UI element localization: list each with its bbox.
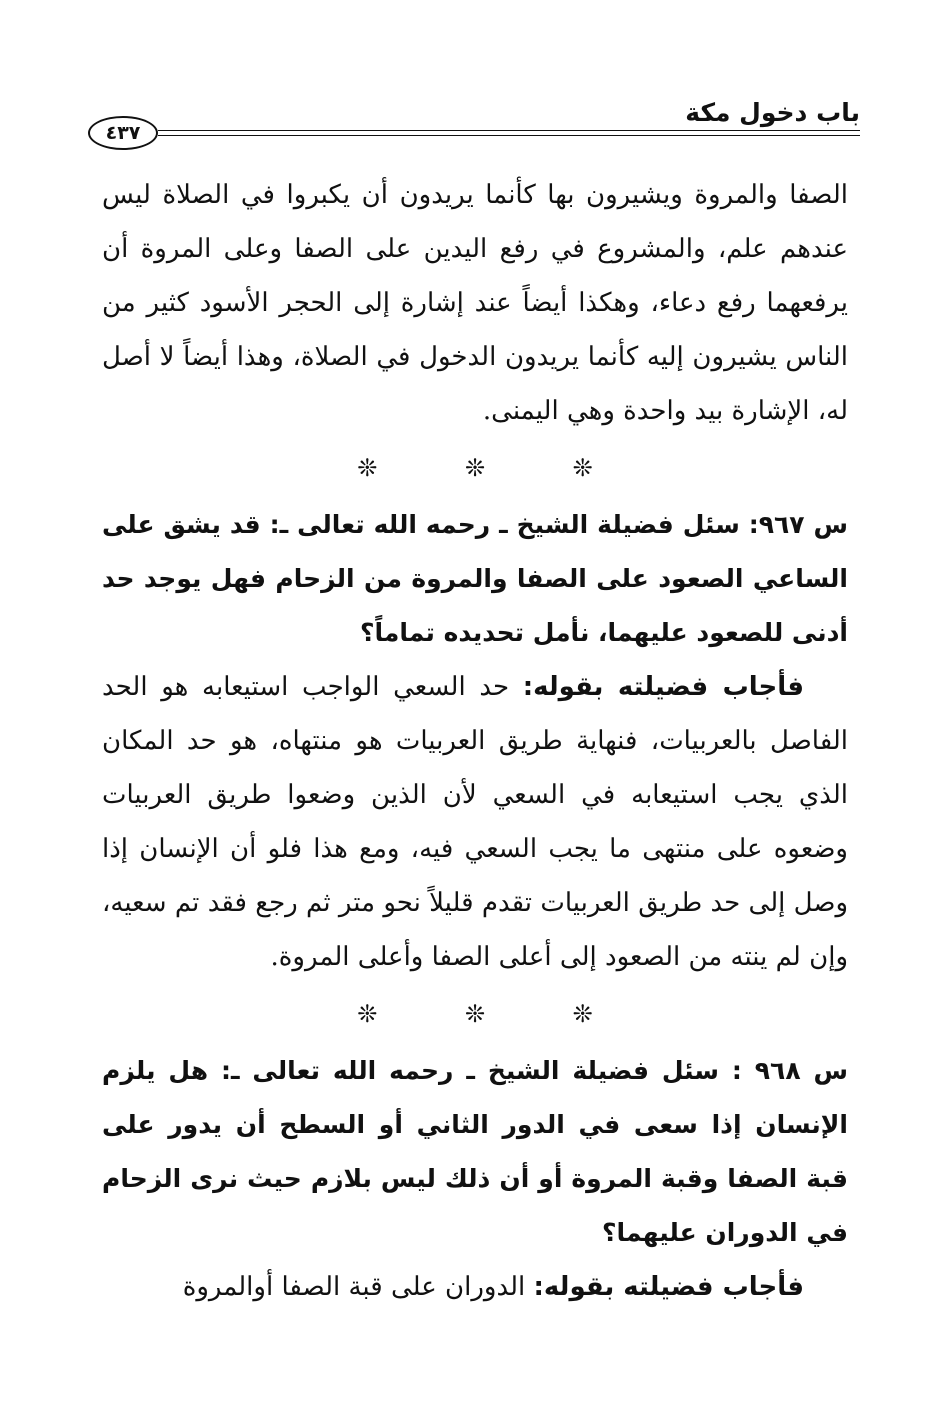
question-967 <box>102 498 848 660</box>
question-number: س ٩٦٨ : <box>731 1056 848 1085</box>
question-text: سئل فضيلة الشيخ ـ رحمه الله تعالى ـ: هل يلزم الإنسان إذا سعى في الدور الثاني أو السطح أن يدور على قبة الصفا وقبة المروة أو أن ذلك ليس بلازم حيث نرى الزحام في الدوران عليهما؟ <box>102 1056 848 1247</box>
header-rule <box>158 130 860 136</box>
answer-text: حد السعي الواجب استيعابه هو الحد الفاصل بالعربيات، فنهاية طريق العربيات هو منتهاه، هو حد المكان الذي يجب استيعابه في السعي لأن الذين وضعوا طريق العربيات وضعوه على منتهى ما يجب السعي فيه، ومع هذا فلو أن الإنسان إذا وصل إلى حد طريق العربيات تقدم قليلاً نحو متر ثم رجع فقد تم سعيه، وإن لم ينته من الصعود إلى أعلى الصفا وأعلى المروة. <box>102 672 848 972</box>
answer-968 <box>102 1260 848 1314</box>
answer-lead: فأجاب فضيلته بقوله: <box>522 672 805 702</box>
answer-967 <box>102 660 848 984</box>
page-number: ٤٣٧ <box>88 116 158 150</box>
answer-text: الدوران على قبة الصفا أوالمروة <box>182 1272 526 1302</box>
answer-lead: فأجاب فضيلته بقوله: <box>533 1272 804 1302</box>
section-separator: ❊ ❊ ❊ <box>357 454 633 482</box>
page-header <box>88 96 860 156</box>
paragraph-continued: الصفا والمروة ويشيرون بها كأنما يريدون أن يكبروا في الصلاة ليس عندهم علم، والمشروع في رفع اليدين على الصفا وعلى المروة أن يرفعهما رفع دعاء، وهكذا أيضاً عند إشارة إلى الحجر الأسود كثير من الناس يشيرون إليه كأنما يريدون الدخول في الصلاة، وهذا أيضاً لا أصل له، الإشارة بيد واحدة وهي اليمنى. <box>102 180 848 426</box>
question-968 <box>102 1044 848 1260</box>
section-separator: ❊ ❊ ❊ <box>357 1000 633 1028</box>
question-text: سئل فضيلة الشيخ ـ رحمه الله تعالى ـ: قد يشق على الساعي الصعود على الصفا والمروة من الزحام فهل يوجد حد أدنى للصعود عليهما، نأمل تحديده تماماً؟ <box>102 510 848 647</box>
running-head: باب دخول مكة <box>685 98 860 127</box>
page-body <box>102 168 848 1314</box>
question-number: س ٩٦٧: <box>748 510 848 539</box>
